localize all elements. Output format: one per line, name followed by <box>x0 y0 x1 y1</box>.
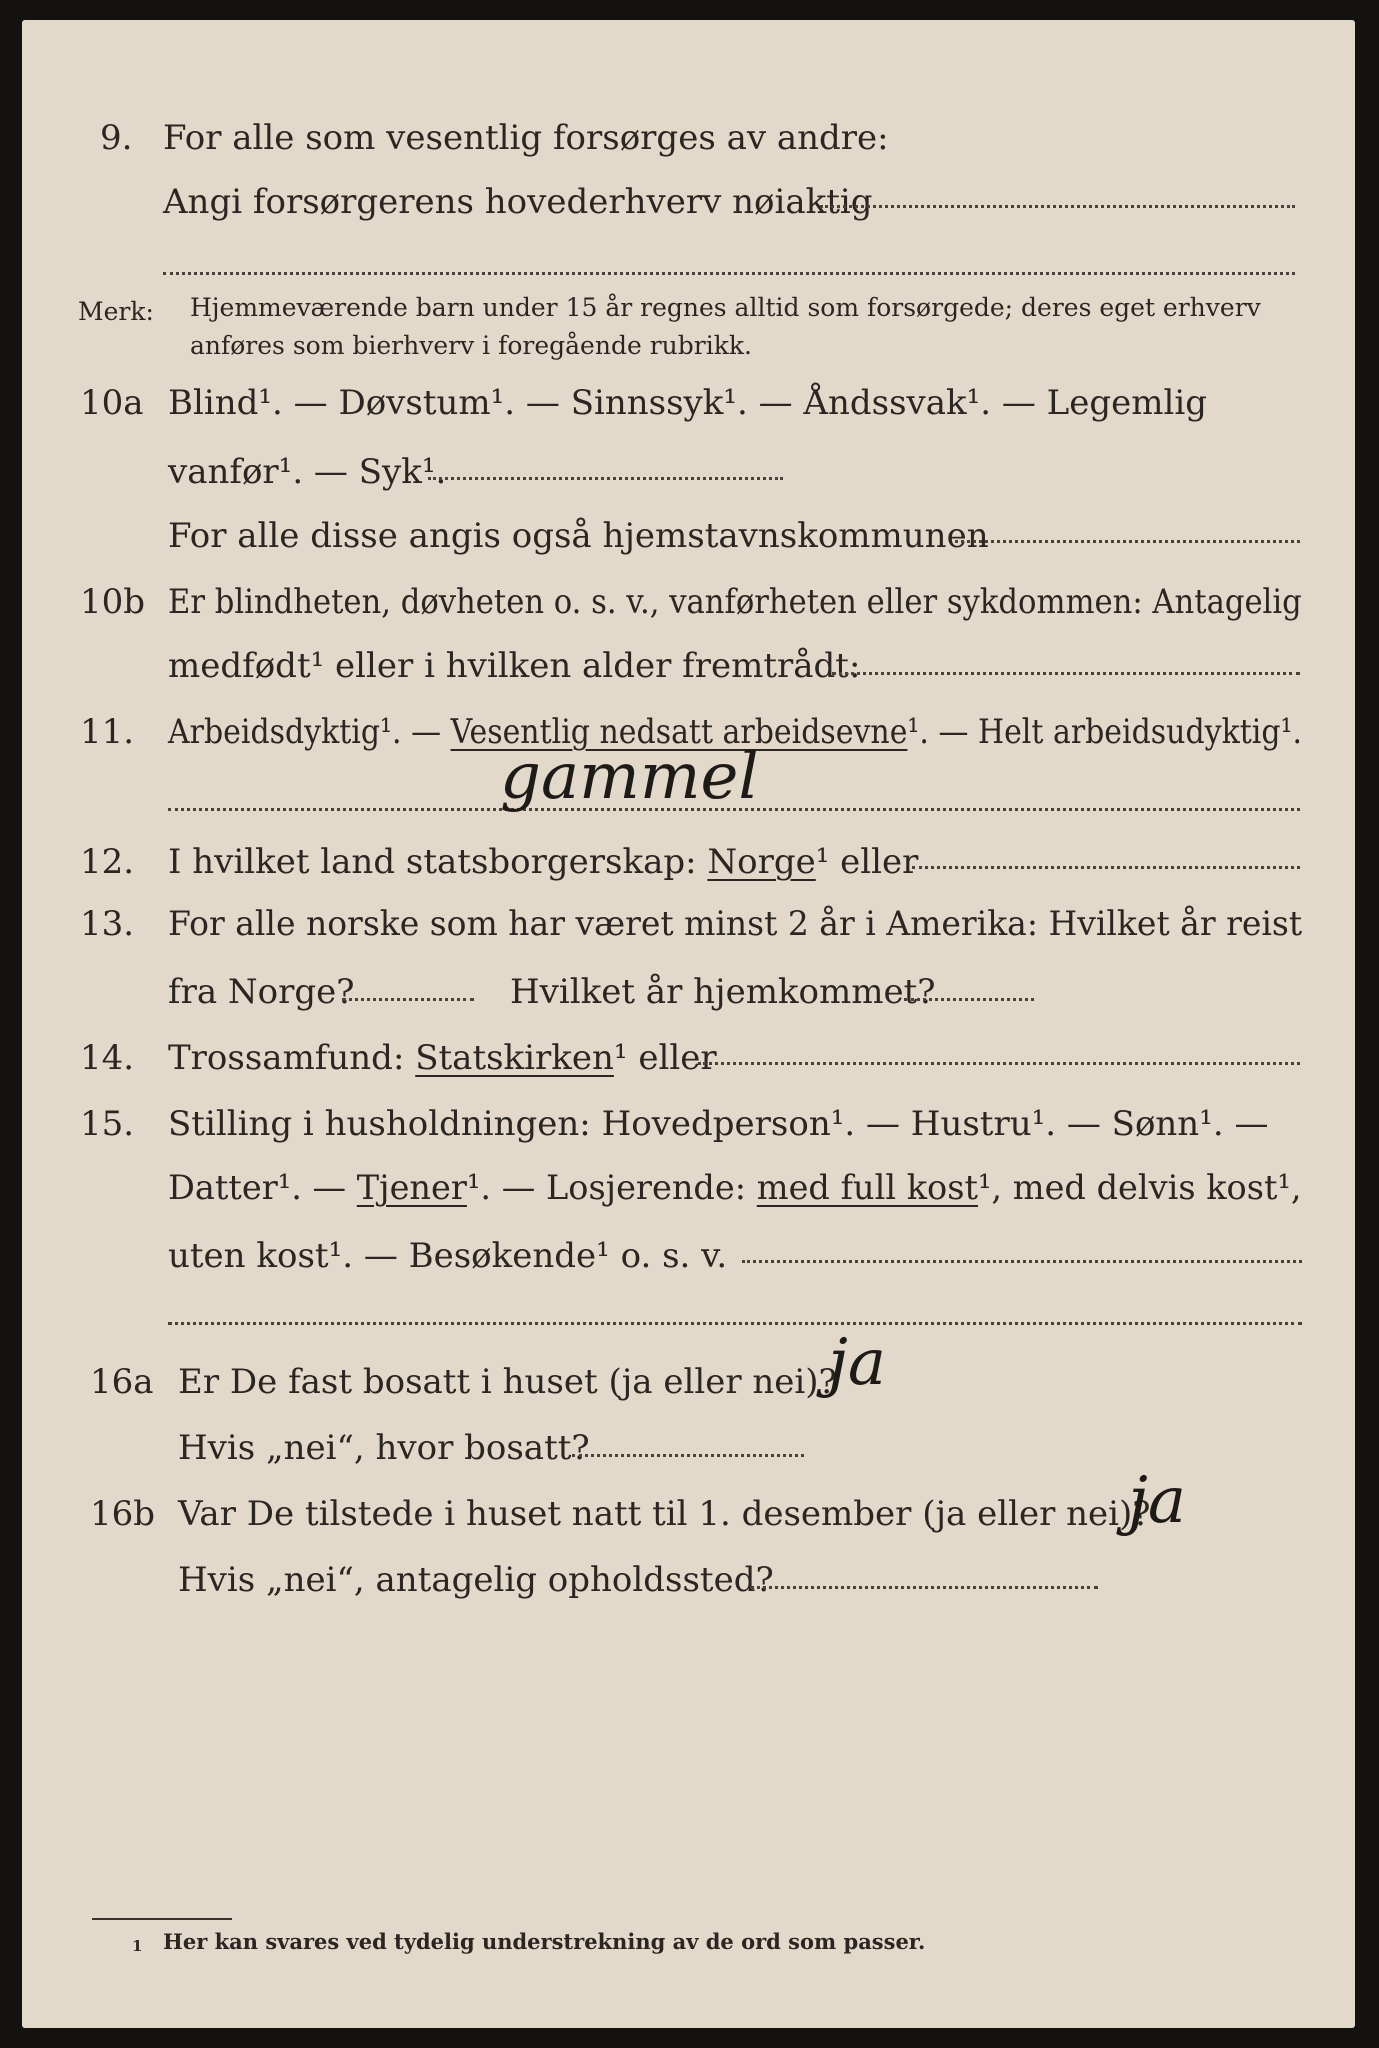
footnote-rule <box>92 1918 232 1920</box>
q10a-number: 10a <box>80 383 144 423</box>
q16b-number: 16b <box>90 1494 156 1534</box>
q9-line2: Angi forsørgerens hovederhverv nøiaktig <box>163 182 873 222</box>
q9-answer-line[interactable] <box>820 205 1295 208</box>
q15-option-lodger: ¹. — Losjerende: <box>466 1168 757 1208</box>
q14-answer-line[interactable] <box>698 1062 1300 1065</box>
q16b-line1: Var De tilstede i huset natt til 1. desember (ja eller nei)? <box>178 1494 1151 1534</box>
q16a-line2: Hvis „nei“, hvor bosatt? <box>178 1428 590 1468</box>
note-label: Merk: <box>78 297 154 326</box>
q15-line1: Stilling i husholdningen: Hovedperson¹. — Hustru¹. — Sønn¹. — <box>168 1104 1269 1144</box>
q12-number: 12. <box>80 842 135 882</box>
q13-number: 13. <box>80 904 135 944</box>
q14-line <box>168 1038 717 1078</box>
q13-year-returned-line[interactable] <box>904 998 1034 1001</box>
q14-question: Trossamfund: <box>168 1038 416 1078</box>
q15-option-full-board-underlined: med full kost <box>756 1168 978 1208</box>
q13-line2b: Hvilket år hjemkommet? <box>510 972 936 1012</box>
q15-line3: uten kost¹. — Besøkende¹ o. s. v. <box>168 1236 728 1276</box>
q13-year-left-line[interactable] <box>342 998 474 1001</box>
q12-answer-line[interactable] <box>912 866 1300 869</box>
q10a-municipality-line[interactable] <box>955 540 1300 543</box>
q16b-handwritten-answer: ja <box>1128 1464 1186 1538</box>
q16a-handwritten-answer: ja <box>828 1326 886 1400</box>
q10a-line1: Blind¹. — Døvstum¹. — Sinnssyk¹. — Åndssvak¹. — Legemlig <box>168 383 1207 423</box>
q10a-answer-line[interactable] <box>428 477 783 480</box>
q12-question: I hvilket land statsborgerskap: <box>168 842 708 882</box>
q10b-number: 10b <box>80 582 146 622</box>
footnote-mark: 1 <box>132 1937 143 1955</box>
q16a-number: 16a <box>90 1362 154 1402</box>
q15-option-daughter: Datter¹. — <box>168 1168 357 1208</box>
q11-option-able: Arbeidsdyktig¹. — <box>168 712 451 752</box>
q15-answer-line[interactable] <box>742 1260 1302 1263</box>
q12-option-other: ¹ eller <box>815 842 919 882</box>
q11-handwritten-answer: gammel <box>500 740 759 814</box>
q10b-answer-line[interactable] <box>832 672 1300 675</box>
q13-line2a: fra Norge? <box>168 972 355 1012</box>
q15-line2 <box>168 1168 1302 1208</box>
q15-number: 15. <box>80 1104 135 1144</box>
q16a-answer-line[interactable] <box>572 1454 804 1457</box>
q14-option-other: ¹ eller <box>613 1038 717 1078</box>
q9-answer-line-2[interactable] <box>163 272 1295 275</box>
q14-number: 14. <box>80 1038 135 1078</box>
q12-line <box>168 842 918 882</box>
q13-line1: For alle norske som har været minst 2 år i Amerika: Hvilket år reist <box>168 904 1303 944</box>
q10b-line2: medfødt¹ eller i hvilken alder fremtrådt: <box>168 646 861 686</box>
q9-number: 9. <box>100 118 133 158</box>
q11-option-unable: ¹. — Helt arbeidsudyktig¹. <box>907 712 1303 752</box>
note-line1: Hjemmeværende barn under 15 år regnes alltid som forsørgede; deres eget erhverv <box>190 293 1261 322</box>
footnote-text: Her kan svares ved tydelig understrekning av de ord som passer. <box>163 1929 926 1954</box>
q16b-line2: Hvis „nei“, antagelig opholdssted? <box>178 1560 774 1600</box>
q16a-line1: Er De fast bosatt i huset (ja eller nei)? <box>178 1362 837 1402</box>
q16b-answer-line[interactable] <box>750 1586 1098 1589</box>
note-line2: anføres som bierhverv i foregående rubrikk. <box>190 331 752 360</box>
q14-option-state-church-underlined: Statskirken <box>415 1038 614 1078</box>
q12-option-norway-underlined: Norge <box>707 842 816 882</box>
q11-option-reduced-underlined: Vesentlig nedsatt arbeidsevne <box>450 712 908 752</box>
q10a-line3: For alle disse angis også hjemstavnskommunen <box>168 516 989 556</box>
q15-option-servant-underlined: Tjener <box>356 1168 467 1208</box>
q9-line1: For alle som vesentlig forsørges av andre: <box>163 118 889 158</box>
q15-answer-line-2[interactable] <box>168 1322 1302 1325</box>
q10b-line1: Er blindheten, døvheten o. s. v., vanførheten eller sykdommen: Antagelig <box>168 582 1302 622</box>
q10a-line2: vanfør¹. — Syk¹. <box>168 452 447 492</box>
q11-number: 11. <box>80 712 135 752</box>
q15-option-partial-board: ¹, med delvis kost¹, <box>977 1168 1302 1208</box>
